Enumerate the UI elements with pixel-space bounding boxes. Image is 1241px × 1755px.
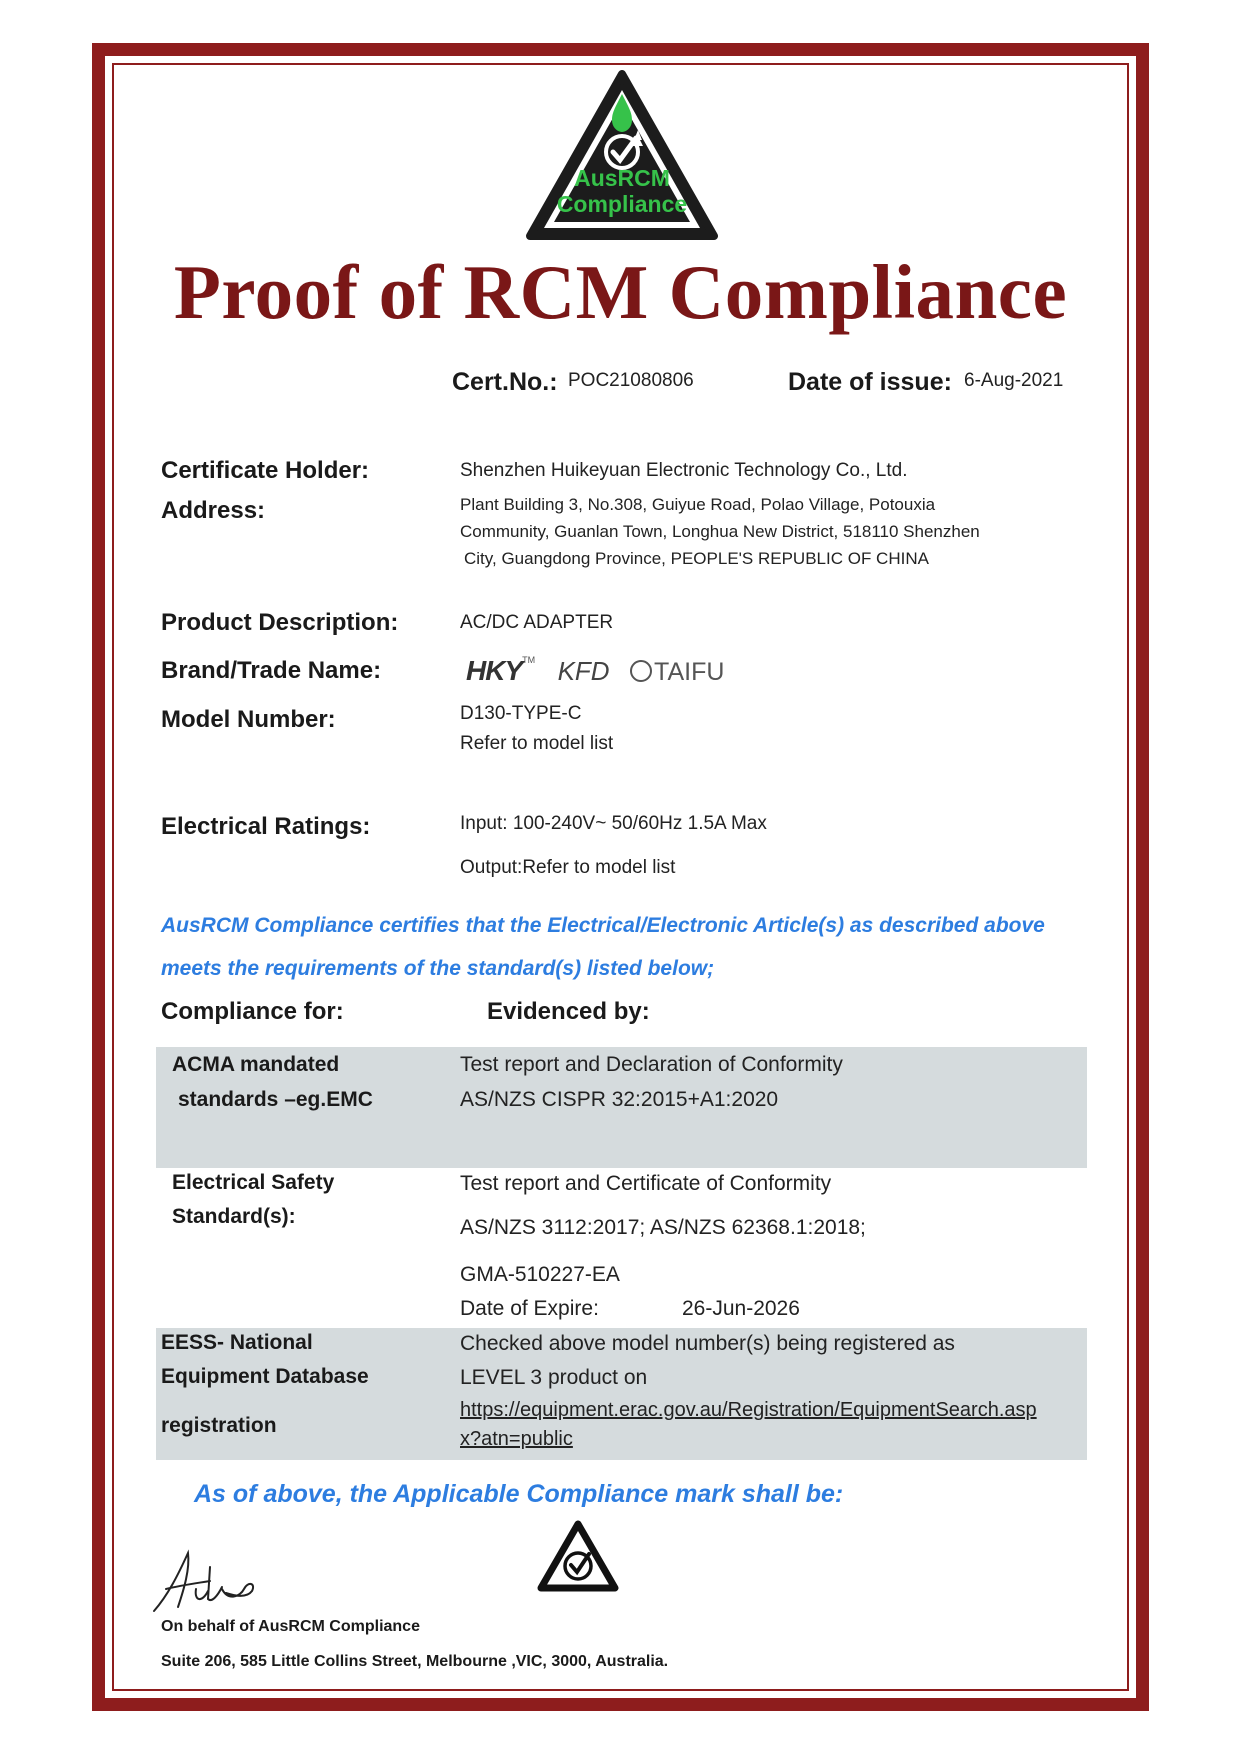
- safety-label-line1: Electrical Safety: [172, 1171, 335, 1194]
- brand-label: Brand/Trade Name:: [161, 657, 382, 684]
- acma-value-line1: Test report and Declaration of Conformity: [460, 1053, 843, 1076]
- taifu-wordmark: TAIFU: [654, 658, 725, 686]
- model-label: Model Number:: [161, 706, 336, 733]
- page-title: Proof of RCM Compliance: [173, 249, 1068, 335]
- eess-value-line2: LEVEL 3 product on: [460, 1366, 648, 1389]
- eess-label-line2: Equipment Database: [161, 1365, 369, 1388]
- safety-value-line1: Test report and Certificate of Conformity: [460, 1172, 832, 1195]
- trademark-mark: TM: [522, 655, 536, 665]
- footer-address: Suite 206, 585 Little Collins Street, Melbourne ,VIC, 3000, Australia.: [161, 1653, 669, 1670]
- logo-line2: Compliance: [556, 191, 688, 217]
- cert-no-label: Cert.No.:: [452, 368, 558, 396]
- product-label: Product Description:: [161, 609, 399, 636]
- model-line2: Refer to model list: [460, 733, 614, 754]
- safety-label-line2: Standard(s):: [172, 1205, 296, 1228]
- erac-registration-link-line2[interactable]: x?atn=public: [460, 1428, 573, 1450]
- address-line3: City, Guangdong Province, PEOPLE'S REPUBLIC OF CHINA: [464, 549, 929, 568]
- erac-registration-link-line1[interactable]: https://equipment.erac.gov.au/Registration/EquipmentSearch.asp: [460, 1399, 1037, 1421]
- acma-label-line2: standards –eg.EMC: [178, 1088, 373, 1111]
- statement-line2: meets the requirements of the standard(s) listed below;: [161, 957, 715, 980]
- ratings-input: Input: 100-240V~ 50/60Hz 1.5A Max: [460, 813, 767, 834]
- date-of-issue-value: 6-Aug-2021: [964, 370, 1064, 391]
- statement-line1: AusRCM Compliance certifies that the Electrical/Electronic Article(s) as described above: [161, 914, 1045, 937]
- safety-value-line3: GMA-510227-EA: [460, 1263, 620, 1286]
- rcm-mark-icon: [535, 1518, 621, 1596]
- model-line1: D130-TYPE-C: [460, 703, 582, 724]
- table-head-compliance: Compliance for:: [161, 998, 344, 1025]
- mark-statement: As of above, the Applicable Compliance mark shall be:: [194, 1480, 844, 1508]
- cert-no-value: POC21080806: [568, 370, 694, 391]
- eess-value-line1: Checked above model number(s) being registered as: [460, 1332, 955, 1355]
- brand-logo-hky: HKY: [466, 655, 523, 686]
- logo-line1: AusRCM: [574, 165, 670, 191]
- holder-value: Shenzhen Huikeyuan Electronic Technology Co., Ltd.: [460, 460, 908, 481]
- rcm-tick-triangle-icon: [524, 68, 720, 248]
- address-label: Address:: [161, 497, 266, 524]
- expire-value: 26-Jun-2026: [682, 1297, 800, 1320]
- address-line1: Plant Building 3, No.308, Guiyue Road, Polao Village, Potouxia: [460, 495, 936, 514]
- brand-logos: [466, 655, 724, 687]
- eess-label-line1: EESS- National: [161, 1331, 313, 1354]
- acma-value-line2: AS/NZS CISPR 32:2015+A1:2020: [460, 1088, 779, 1111]
- taifu-emblem-icon: [630, 660, 652, 682]
- eess-label-line3: registration: [161, 1414, 277, 1437]
- safety-value-line2: AS/NZS 3112:2017; AS/NZS 62368.1:2018;: [460, 1216, 866, 1239]
- brand-logo-taifu: [630, 658, 724, 686]
- table-head-evidence: Evidenced by:: [487, 998, 650, 1025]
- on-behalf-text: On behalf of AusRCM Compliance: [161, 1618, 420, 1635]
- date-of-issue-label: Date of issue:: [788, 368, 952, 396]
- ratings-label: Electrical Ratings:: [161, 813, 371, 840]
- ratings-output: Output:Refer to model list: [460, 857, 676, 878]
- address-line2: Community, Guanlan Town, Longhua New District, 518110 Shenzhen: [460, 522, 980, 541]
- expire-label: Date of Expire:: [460, 1297, 599, 1320]
- holder-label: Certificate Holder:: [161, 457, 370, 484]
- ausrcm-logo: [524, 68, 720, 248]
- brand-logo-kfd: KFD: [557, 656, 610, 686]
- signature-icon: [148, 1545, 268, 1617]
- product-value: AC/DC ADAPTER: [460, 612, 614, 633]
- acma-label-line1: ACMA mandated: [172, 1053, 340, 1076]
